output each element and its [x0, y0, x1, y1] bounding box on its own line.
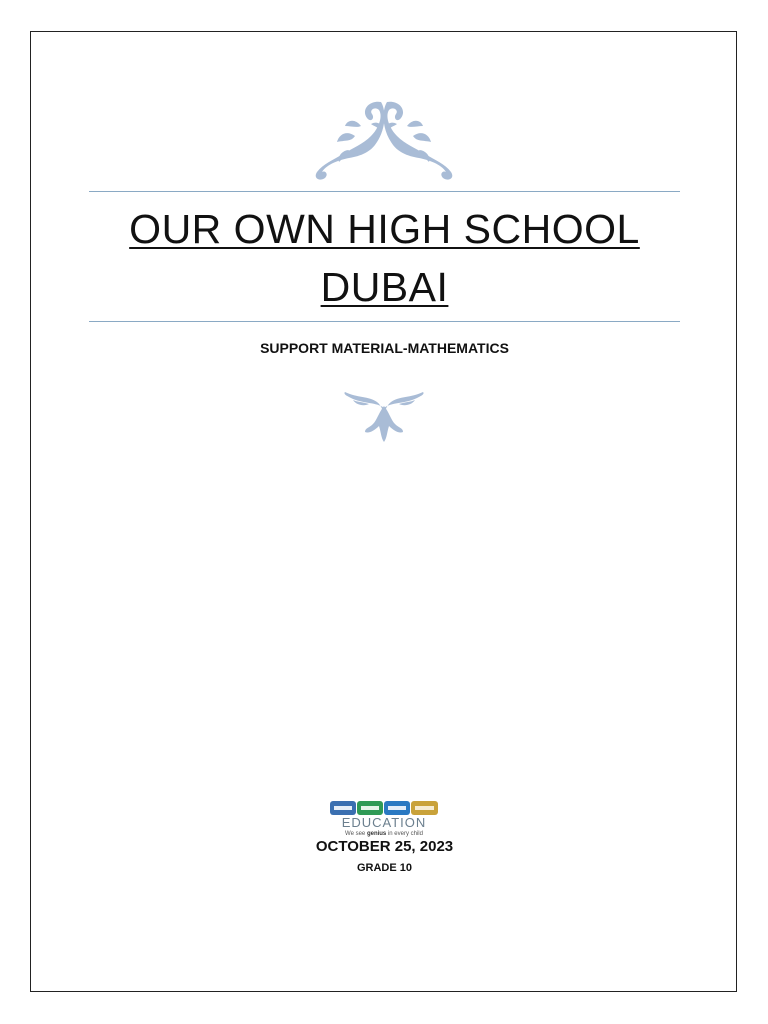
logo-tagline: We see genius in every child — [345, 831, 423, 837]
logo-division: EDUCATION — [341, 815, 427, 830]
top-divider — [89, 191, 680, 192]
gems-education-logo — [326, 801, 442, 841]
title-line-2: DUBAI — [320, 264, 449, 310]
page-title — [89, 200, 680, 316]
subtitle: SUPPORT MATERIAL-MATHEMATICS — [260, 340, 509, 356]
fleuron-icon — [343, 388, 425, 444]
floral-scroll-icon — [309, 96, 459, 182]
document-date: OCTOBER 25, 2023 — [315, 838, 454, 855]
title-line-1: OUR OWN HIGH SCHOOL — [129, 206, 640, 252]
bottom-divider — [89, 321, 680, 322]
grade-label: GRADE 10 — [356, 862, 413, 874]
gems-wordmark-icon — [330, 801, 438, 815]
